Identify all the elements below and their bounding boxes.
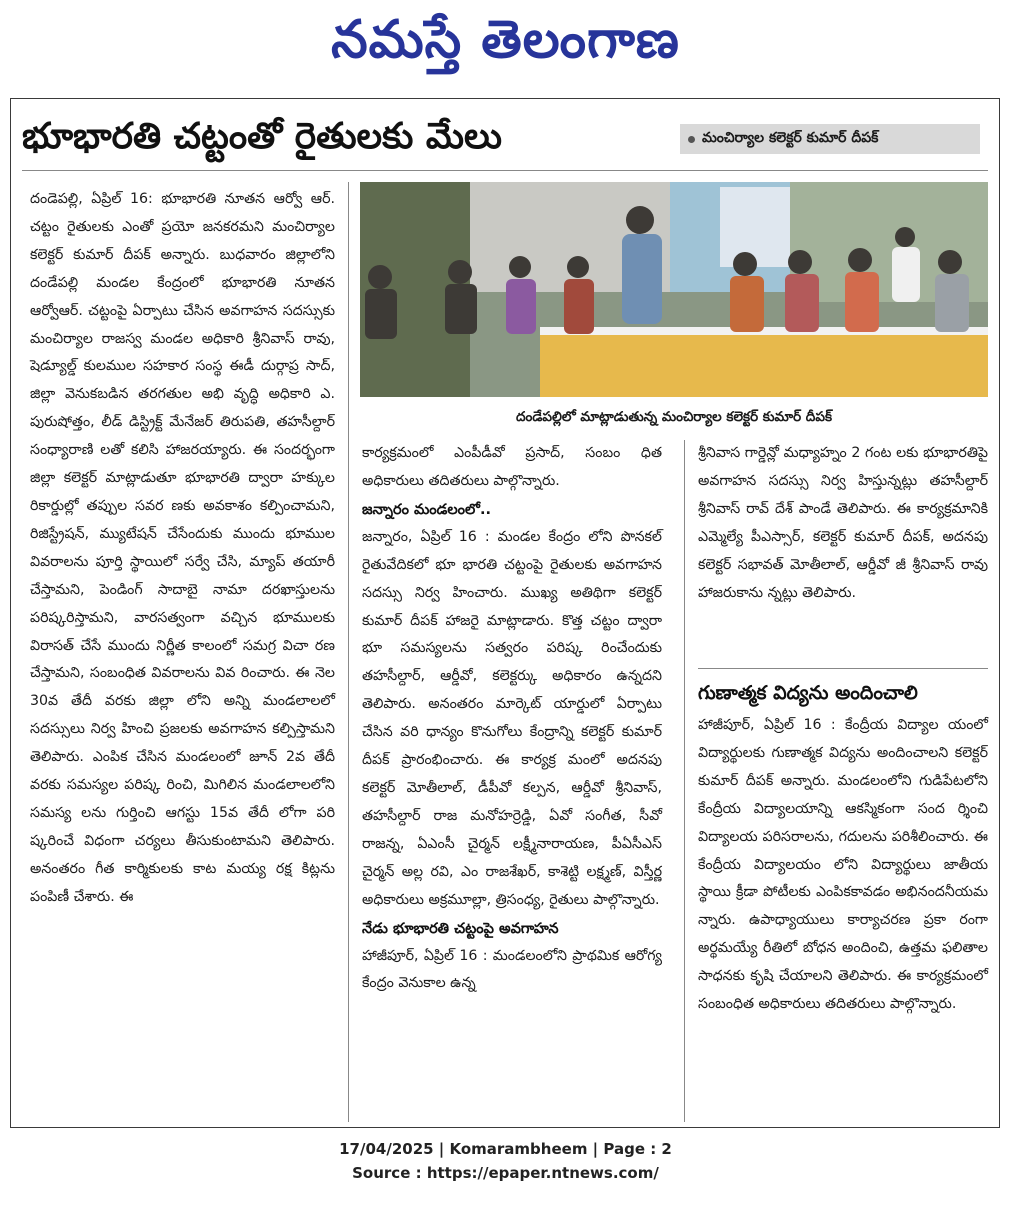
- article-column-3: [698, 440, 988, 660]
- article-paragraph: జన్నారం, ఏప్రిల్ 16 : మండల కేంద్రం లోని పొనకల్ రైతువేదికలో భూ భారతి చట్టంపై రైతులకు అవగాహన సదస్సు నిర్వ హించారు. ముఖ్య అతిథిగా కలెక్టర్ కుమార్ దీపక్ హాజరై మాట్లాడారు. కొత్త చట్టం ద్వారా భూ సమస్యలను సత్వరం పరిష్క రించేందుకు తహసీల్దార్, ఆర్డీవో, కలెక్టర్కు అధికారం ఉన్నదని తెలిపారు. అనంతరం మార్కెట్ యార్డులో ఏర్పాటు చేసిన వరి ధాన్యం కొనుగోలు కేంద్రాన్ని కలెక్టర్ కుమార్ దీపక్ ప్రారంభించారు. ఈ కార్యక్ర మంలో అదనపు కలెక్టర్ మోతీలాల్, డీపీవో కల్పన, ఆర్డీవో శ్రీనివాస్, తహసీల్దార్ రాజ మనోహర్రెడ్డి, ఏవో సంగీత, సీవో రాజన్న, ఏఎంసీ చైర్మన్ లక్ష్మీనారాయణ, పీఏసీఎస్ చైర్మన్ అల్ల రవి, ఎం రాజశేఖర్, కాశెట్టి లక్ష్మణ్, విస్తీర్ణ అధికారులు అక్రమూల్లా, త్రిసంధ్య, రైతులు పాల్గొన్నారు.: [362, 528, 662, 908]
- article-paragraph: హాజీపూర్, ఏప్రిల్ 16 : మండలంలోని ప్రాథమిక ఆరోగ్య కేంద్రం వెనుకాల ఉన్న: [362, 947, 662, 992]
- article-paragraph: కార్యక్రమంలో ఎంపీడీవో ప్రసాద్, సంబం ధిత అధికారులు తదితరులు పాల్గొన్నారు.: [362, 445, 662, 489]
- footer-date-edition: 17/04/2025 | Komarambheem | Page : 2: [339, 1140, 672, 1158]
- article-paragraph: శ్రీనివాస గార్డెన్లో మధ్యాహ్నం 2 గంట లకు భూభారతిపై అవగాహన సదస్సు నిర్వ హిస్తున్నట్లు తహసీల్దార్ శ్రీనివాస్ రావ్ దేశ్ పాండే తెలిపారు. ఈ కార్యక్రమానికి ఎమ్మెల్యే పీఎస్సార్, కలెక్టర్ కుమార్ దీపక్, అదనపు కలెక్టర్ సభావత్ మోతీలాల్, ఆర్డీవో జీ శ్రీనివాస్ రావు హాజరుకాను న్నట్లు తెలిపారు.: [698, 445, 988, 601]
- photo-caption: దండేపల్లిలో మాట్లాడుతున్న మంచిర్యాల కలెక్టర్ కుమార్ దీపక్: [515, 409, 832, 425]
- masthead-logo: నమస్తే తెలంగాణ: [331, 10, 680, 70]
- article-headline: భూభారతి చట్టంతో రైతులకు మేలు: [22, 116, 502, 157]
- article-column-2: [362, 440, 662, 1120]
- article-column-1: [30, 186, 335, 905]
- column-divider-2: [684, 440, 685, 1122]
- masthead: [0, 4, 1011, 76]
- side-story-headline: గుణాత్మక విద్యను అందించాలి: [698, 682, 918, 704]
- article-byline: [680, 124, 980, 154]
- headline-divider: [22, 170, 988, 171]
- bullet-icon: [688, 136, 695, 143]
- side-story-body: [698, 712, 988, 1122]
- subheading-awareness: నేడు భూభారతి చట్టంపై అవగాహన: [362, 920, 559, 937]
- event-photo: [360, 182, 988, 397]
- column-divider-1: [348, 182, 349, 1122]
- byline-text: మంచిర్యాల కలెక్టర్ కుమార్ దీపక్: [702, 129, 879, 146]
- subheading-jannaram: జన్నారం మండలంలో..: [362, 501, 491, 518]
- article-paragraph: హాజీపూర్, ఏప్రిల్ 16 : కేంద్రీయ విద్యాల యంలో విద్యార్థులకు గుణాత్మక విద్యను అందించాలని కలెక్టర్ కుమార్ దీపక్ అన్నారు. మండలంలోని గుడిపేటలోని కేంద్రీయ విద్యాలయాన్ని ఆకస్మికంగా సంద ర్శించి విద్యాలయ పరిసరాలను, గదులను పరిశీలించారు. ఈ కేంద్రీయ విద్యాలయం లోని విద్యార్థులు జాతీయ స్థాయి క్రీడా పోటీలకు ఎంపికకావడం అభినందనీయమ న్నారు. ఉపాధ్యాయులు కార్యాచరణ ప్రకా రంగా అర్థమయ్యే రీతిలో బోధన అందించి, ఉత్తమ ఫలితాల సాధనకు కృషి చేయాలని తెలిపారు. ఈ కార్యక్రమంలో సంబంధిత అధికారులు తదితరులు పాల్గొన్నారు.: [698, 717, 988, 1013]
- side-story-divider: [698, 668, 988, 669]
- footer-source-link[interactable]: Source : https://epaper.ntnews.com/: [352, 1164, 659, 1182]
- article-paragraph: దండెపల్లి, ఏప్రిల్ 16: భూభారతి నూతన ఆర్వో ఆర్. చట్టం రైతులకు ఎంతో ప్రయో జనకరమని మంచిర్యాల కలెక్టర్ కుమార్ దీపక్ అన్నారు. బుధవారం జిల్లాలోని దండేపల్లి మండల కేంద్రంలో భూభారతి నూతన ఆర్వోఆర్. చట్టంపై ఏర్పాటు చేసిన అవగాహన సదస్సుకు మంచిర్యాల రాజస్వ మండల అధికారి శ్రీనివాస్ రావు, షెడ్యూల్డ్ కులముల సహకార సంస్థ ఈడీ దుర్గాప్ర సాద్, జిల్లా వెనుకబడిన తరగతుల అభి వృద్ధి అధికారి ఎ. పురుషోత్తం, లీడ్ డిస్ట్రిక్ట్ మేనేజర్ తిరుపతి, తహసీల్దార్ సంధ్యారాణి లతో కలిసి హాజరయ్యారు. ఈ సందర్భంగా జిల్లా కలెక్టర్ మాట్లాడుతూ భూభారతి ద్వారా హక్కుల రికార్డుల్లో తప్పుల సవర ణకు అవకాశం కల్పించామని, రిజిస్ట్రేషన్, మ్యుటేషన్ చేసేందుకు ముందు భూముల వివరాలను పూర్తి స్థాయిలో సర్వే చేసి, మ్యాప్ తయారీ చేస్తామని, పెండింగ్ సాదాబై నామా దరఖాస్తులను పరిష్కరిస్తామని, వారసత్వంగా వచ్చిన భూములకు విరాసత్ చేసే ముందు నిర్ణీత కాలంలో సమగ్ర విచా రణ చేస్తామని, సంబంధిత వివరాలను వివ రించారు. ఈ నెల 30వ తేదీ వరకు జిల్లా లోని అన్ని మండలాలలో సదస్సులు నిర్వ హించి ప్రజలకు అవగాహన కల్పిస్తామని తెలిపారు. ఎంపిక చేసిన మండలంలో జూన్ 2వ తేదీ వరకు సమస్యల పరిష్క రించి, మిగిలిన మండలాలలోని సమస్య లను గుర్తించి ఆగస్టు 15వ తేదీ లోగా పరి ష్కరించే విధంగా చర్యలు తీసుకుంటామని తెలిపారు. అనంతరం గీత కార్మికులకు కాట మయ్య రక్ష కిట్లను పంపిణీ చేశారు. ఈ: [30, 191, 335, 905]
- event-photo-illustration: [360, 182, 988, 397]
